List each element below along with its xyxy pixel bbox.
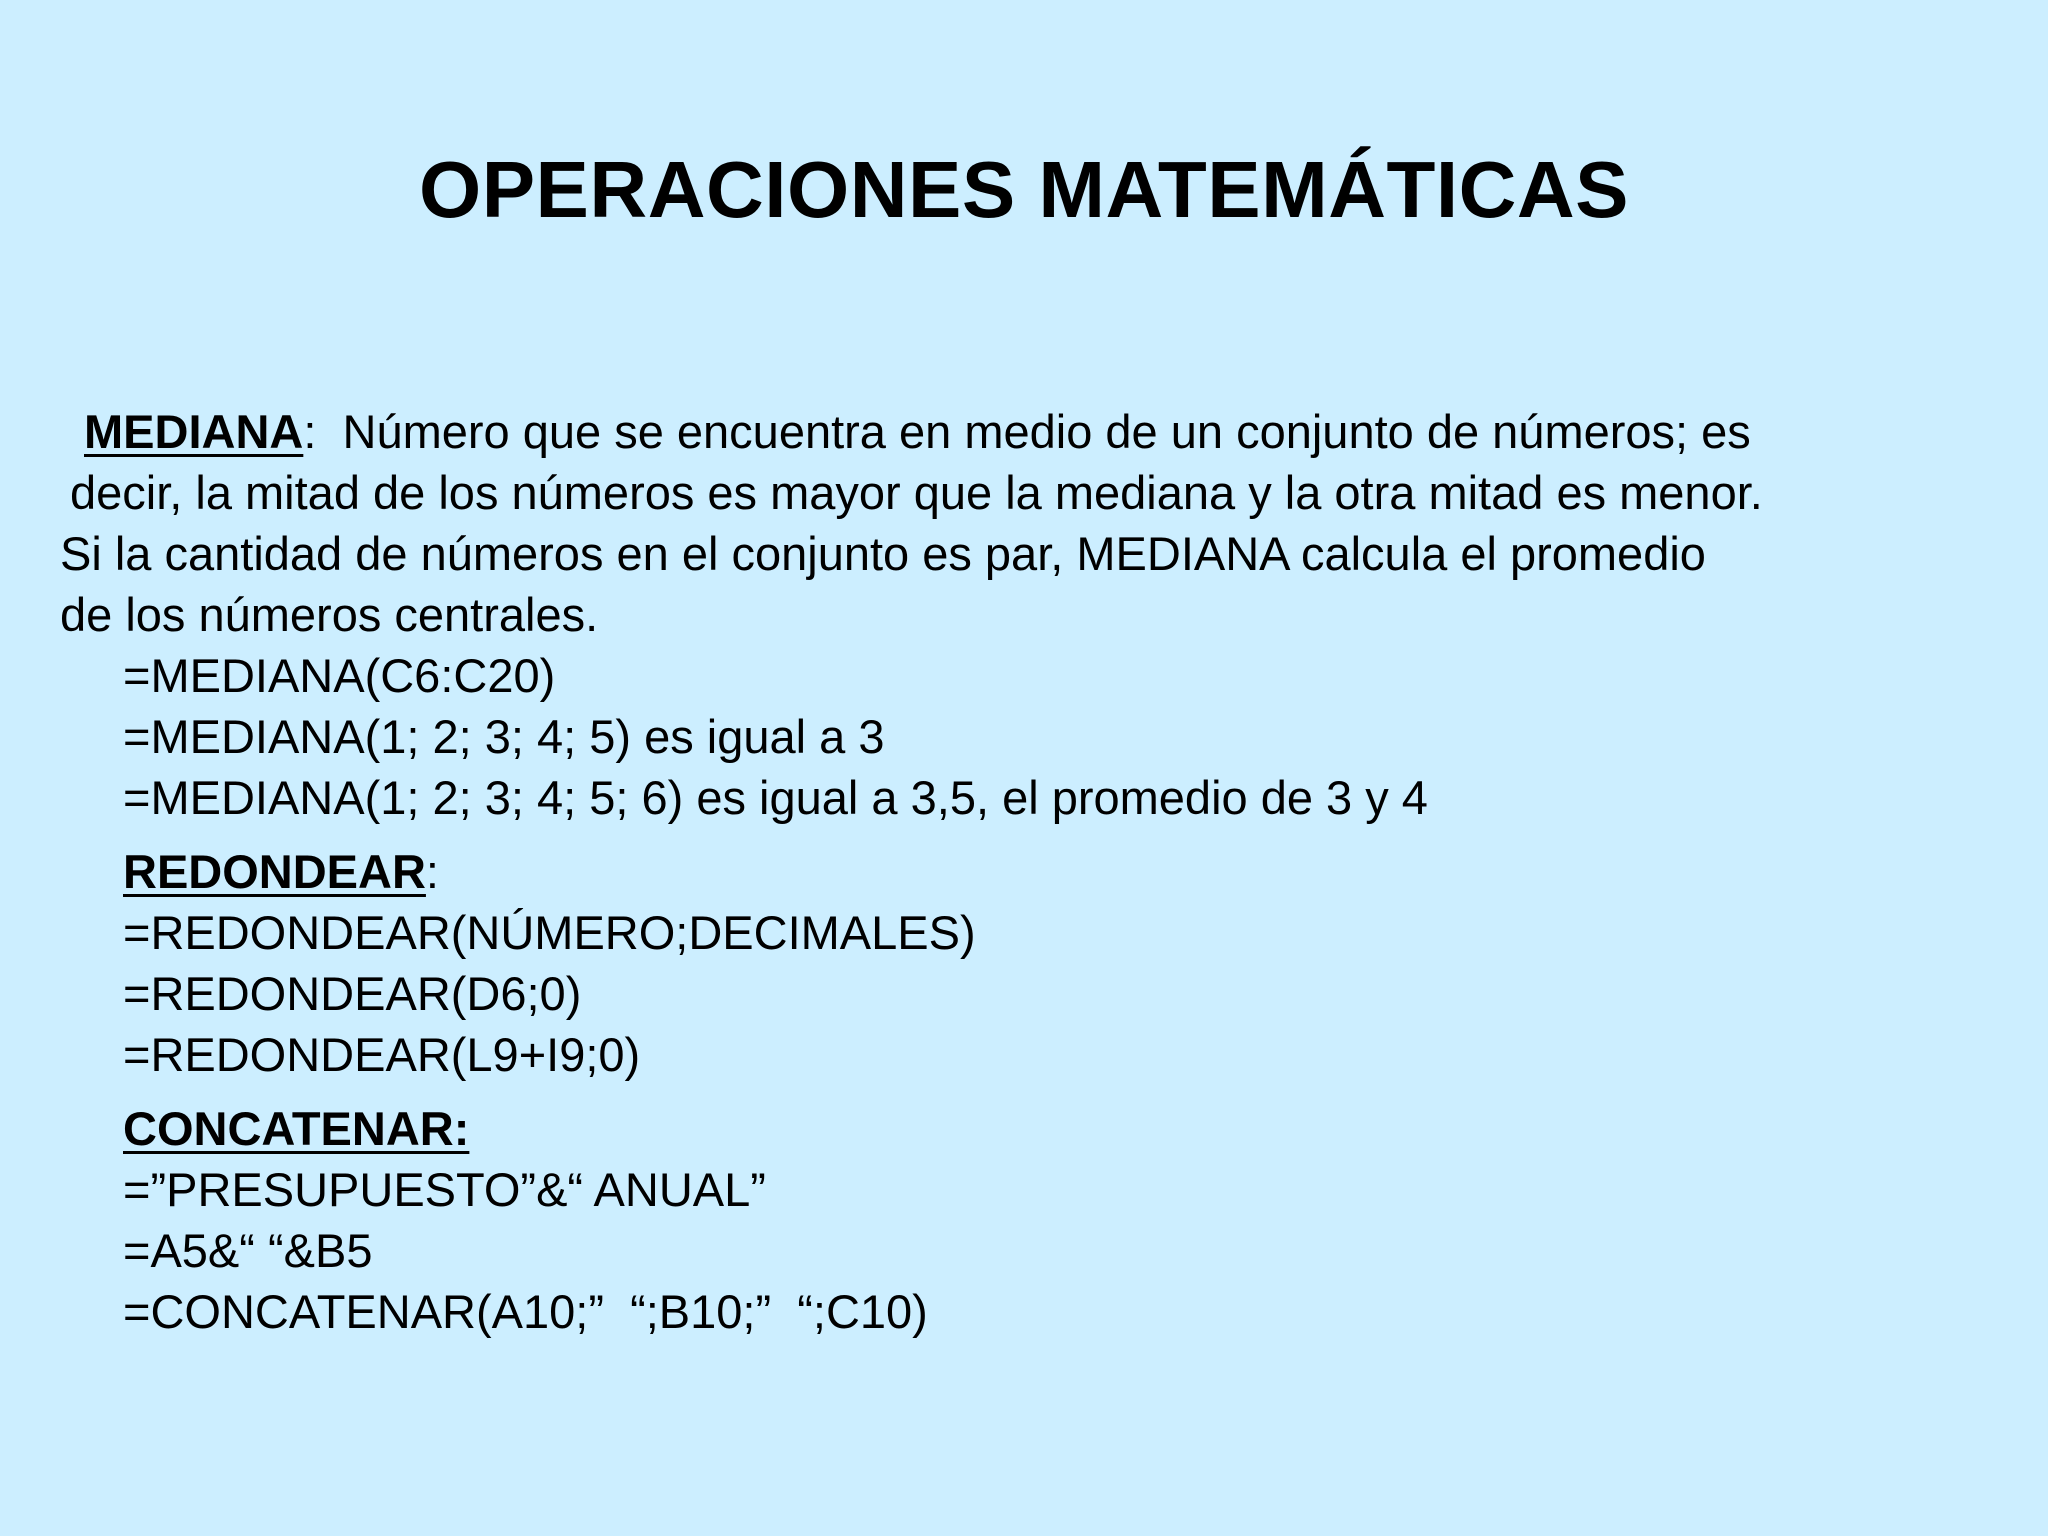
concatenar-example-1: =”PRESUPUESTO”&“ ANUAL”: [123, 1163, 766, 1216]
redondear-colon: :: [425, 845, 439, 898]
mediana-intro-line-4: de los números centrales.: [60, 588, 599, 641]
mediana-example-3: =MEDIANA(1; 2; 3; 4; 5; 6) es igual a 3,5, el promedio de 3 y 4: [123, 771, 1428, 824]
mediana-heading: MEDIANA: [84, 405, 304, 458]
redondear-heading: REDONDEAR: [123, 845, 426, 898]
redondear-example-2: =REDONDEAR(D6;0): [123, 967, 582, 1020]
concatenar-heading-line: [123, 1099, 469, 1159]
mediana-colon: :: [303, 405, 317, 458]
mediana-example-2: =MEDIANA(1; 2; 3; 4; 5) es igual a 3: [123, 710, 885, 763]
redondear-example-3: =REDONDEAR(L9+I9;0): [123, 1028, 641, 1081]
slide-title: OPERACIONES MATEMÁTICAS: [418, 145, 1630, 234]
mediana-intro-text-1: Número que se encuentra en medio de un conjunto de números; es: [316, 405, 1751, 458]
redondear-example-1: =REDONDEAR(NÚMERO;DECIMALES): [123, 906, 976, 959]
concatenar-example-3: =CONCATENAR(A10;” “;B10;” “;C10): [123, 1285, 928, 1338]
mediana-example-1: =MEDIANA(C6:C20): [123, 649, 556, 702]
concatenar-example-2: =A5&“ “&B5: [123, 1224, 373, 1277]
redondear-heading-line: [123, 842, 439, 902]
mediana-intro-line-3: Si la cantidad de números en el conjunto es par, MEDIANA calcula el promedio: [60, 527, 1706, 580]
mediana-intro-line-1: [84, 402, 1751, 462]
concatenar-heading: CONCATENAR:: [123, 1102, 470, 1155]
mediana-intro-line-2: decir, la mitad de los números es mayor que la mediana y la otra mitad es menor.: [70, 466, 1763, 519]
